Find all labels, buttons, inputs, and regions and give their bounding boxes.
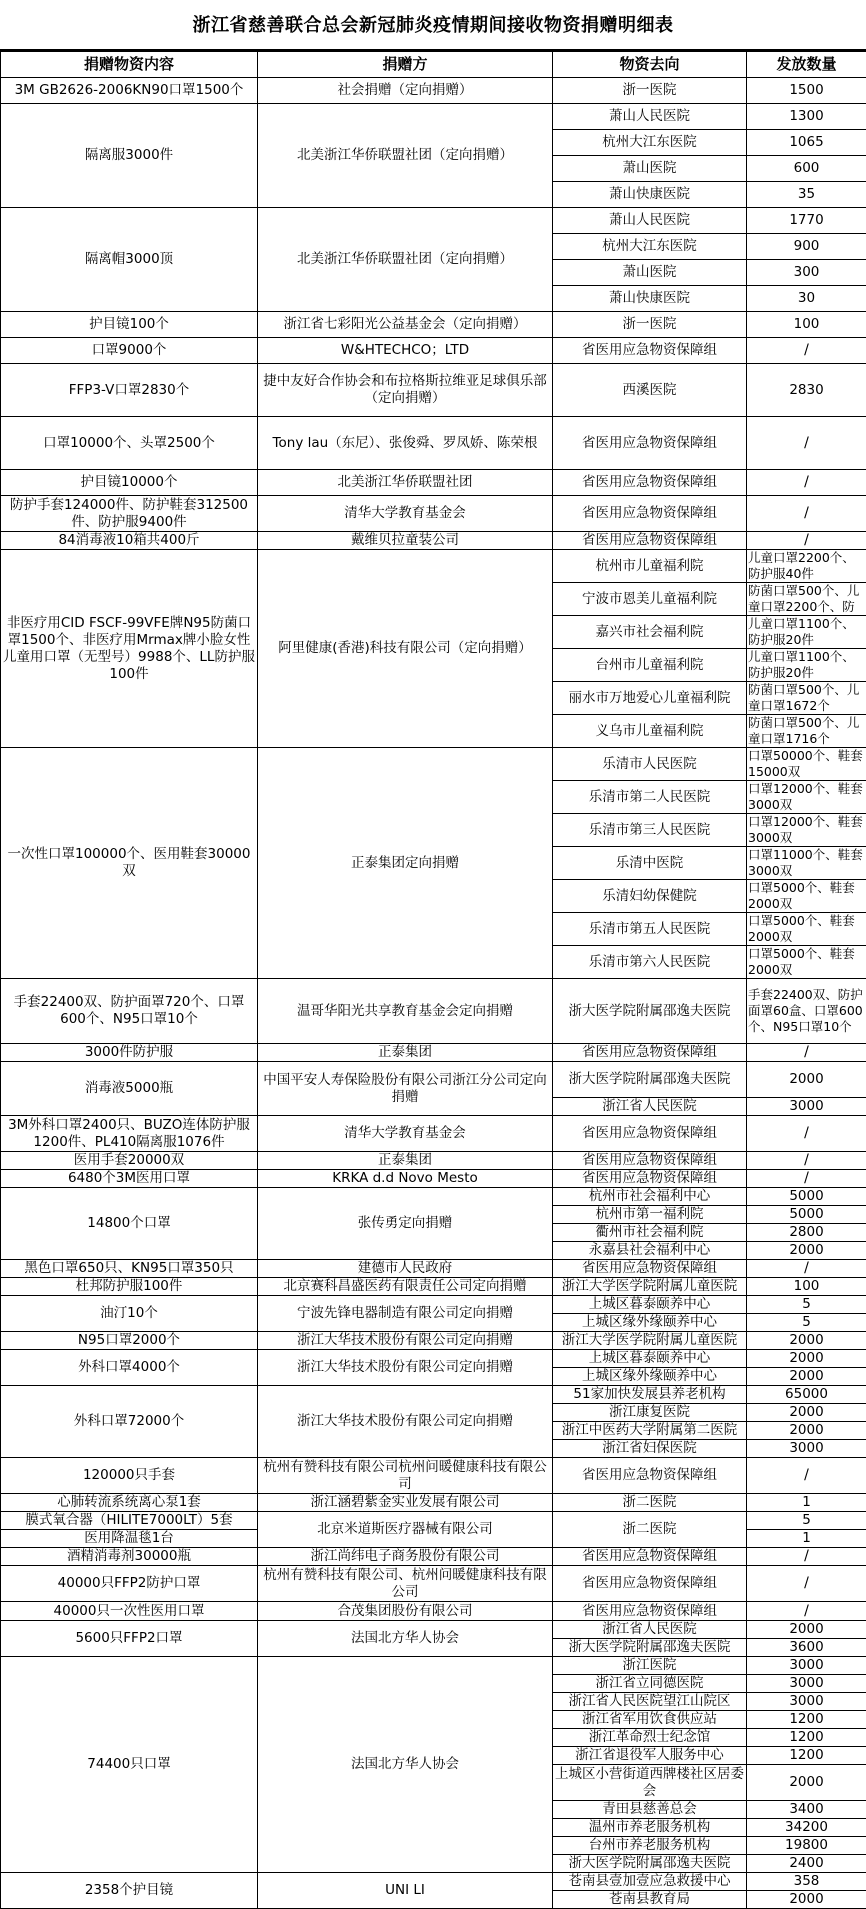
item-cell: 膜式氧合器（HILITE7000LT）5套 (1, 1512, 258, 1530)
donor-cell: 清华大学教育基金会 (258, 1116, 553, 1152)
destination-cell: 乐清妇幼保健院 (553, 880, 747, 913)
quantity-cell: / (747, 470, 866, 496)
table-row (1, 979, 866, 1044)
destination-cell: 乐清市第五人民医院 (553, 913, 747, 946)
table-row (1, 312, 866, 338)
destination-cell: 浙江省人民医院 (553, 1098, 747, 1116)
destination-cell: 衢州市社会福利院 (553, 1224, 747, 1242)
quantity-cell: 儿童口罩1100个、防护服20件 (747, 649, 866, 682)
item-cell: 护目镜100个 (1, 312, 258, 338)
item-cell: N95口罩2000个 (1, 1332, 258, 1350)
destination-cell: 萧山医院 (553, 156, 747, 182)
table-row (1, 1044, 866, 1062)
quantity-cell: 5 (747, 1512, 866, 1530)
item-cell: 6480个3M医用口罩 (1, 1170, 258, 1188)
quantity-cell: 1770 (747, 208, 866, 234)
header-destination: 物资去向 (553, 52, 747, 78)
table-row (1, 1062, 866, 1098)
item-cell: 外科口罩4000个 (1, 1350, 258, 1386)
donor-cell: 法国北方华人协会 (258, 1657, 553, 1873)
destination-cell: 乐清市第三人民医院 (553, 814, 747, 847)
destination-cell: 浙江省军用饮食供应站 (553, 1711, 747, 1729)
item-cell: 外科口罩72000个 (1, 1386, 258, 1458)
quantity-cell: 3000 (747, 1675, 866, 1693)
quantity-cell: 3600 (747, 1639, 866, 1657)
destination-cell: 省医用应急物资保障组 (553, 1170, 747, 1188)
item-cell: 油汀10个 (1, 1296, 258, 1332)
destination-cell: 浙一医院 (553, 312, 747, 338)
quantity-cell: / (747, 1170, 866, 1188)
quantity-cell: 1 (747, 1494, 866, 1512)
donor-cell: 法国北方华人协会 (258, 1621, 553, 1657)
destination-cell: 青田县慈善总会 (553, 1801, 747, 1819)
item-cell: 口罩10000个、头罩2500个 (1, 417, 258, 470)
destination-cell: 乐清中医院 (553, 847, 747, 880)
destination-cell: 浙二医院 (553, 1512, 747, 1548)
donor-cell: 正泰集团定向捐赠 (258, 748, 553, 979)
quantity-cell: 2000 (747, 1350, 866, 1368)
destination-cell: 浙江大学医学院附属儿童医院 (553, 1332, 747, 1350)
quantity-cell: 2800 (747, 1224, 866, 1242)
donor-cell: Tony lau（东尼）、张俊舜、罗凤娇、陈荣根 (258, 417, 553, 470)
item-cell: 3M外科口罩2400只、BUZO连体防护服1200件、PL410隔离服1076件 (1, 1116, 258, 1152)
table-row (1, 1152, 866, 1170)
quantity-cell: 2000 (747, 1621, 866, 1639)
item-cell: 74400只口罩 (1, 1657, 258, 1873)
destination-cell: 杭州大江东医院 (553, 234, 747, 260)
table-row (1, 417, 866, 470)
donor-cell: 合茂集团股份有限公司 (258, 1602, 553, 1621)
quantity-cell: 65000 (747, 1386, 866, 1404)
destination-cell: 上城区小营街道西牌楼社区居委会 (553, 1765, 747, 1801)
quantity-cell: 3000 (747, 1098, 866, 1116)
quantity-cell: / (747, 1602, 866, 1621)
table-row (1, 1494, 866, 1512)
destination-cell: 上城区缘外缘颐养中心 (553, 1314, 747, 1332)
quantity-cell: 1200 (747, 1711, 866, 1729)
donor-cell: 浙江省七彩阳光公益基金会（定向捐赠） (258, 312, 553, 338)
quantity-cell: 35 (747, 182, 866, 208)
table-row (1, 1116, 866, 1152)
quantity-cell: 30 (747, 286, 866, 312)
quantity-cell: 2000 (747, 1765, 866, 1801)
quantity-cell: 900 (747, 234, 866, 260)
destination-cell: 省医用应急物资保障组 (553, 470, 747, 496)
table-row (1, 1602, 866, 1621)
destination-cell: 省医用应急物资保障组 (553, 1566, 747, 1602)
table-row (1, 1657, 866, 1675)
donor-cell: 北京米道斯医疗器械有限公司 (258, 1512, 553, 1548)
table-row (1, 1548, 866, 1566)
header-row (1, 52, 866, 78)
destination-cell: 乐清市第二人民医院 (553, 781, 747, 814)
destination-cell: 浙江中医药大学附属第二医院 (553, 1422, 747, 1440)
quantity-cell: 100 (747, 312, 866, 338)
item-cell: 杜邦防护服100件 (1, 1278, 258, 1296)
destination-cell: 浙江省人民医院 (553, 1621, 747, 1639)
donor-cell: 杭州有赞科技有限公司、杭州问暖健康科技有限公司 (258, 1566, 553, 1602)
item-cell: 防护手套124000件、防护鞋套312500件、防护服9400件 (1, 496, 258, 532)
quantity-cell: 1200 (747, 1747, 866, 1765)
table-row (1, 1170, 866, 1188)
quantity-cell: 防菌口罩500个、儿童口罩2200个、防 (747, 583, 866, 616)
destination-cell: 台州市儿童福利院 (553, 649, 747, 682)
item-cell: 14800个口罩 (1, 1188, 258, 1260)
quantity-cell: / (747, 338, 866, 364)
header-quantity: 发放数量 (747, 52, 866, 78)
quantity-cell: 1300 (747, 104, 866, 130)
quantity-cell: 600 (747, 156, 866, 182)
table-row (1, 496, 866, 532)
donor-cell: 建德市人民政府 (258, 1260, 553, 1278)
destination-cell: 浙大医学院附属邵逸夫医院 (553, 979, 747, 1044)
destination-cell: 省医用应急物资保障组 (553, 1602, 747, 1621)
table-row (1, 1621, 866, 1639)
destination-cell: 杭州市第一福利院 (553, 1206, 747, 1224)
item-cell: 医用手套20000双 (1, 1152, 258, 1170)
quantity-cell: / (747, 1260, 866, 1278)
donor-cell: 清华大学教育基金会 (258, 496, 553, 532)
item-cell: 黑色口罩650只、KN95口罩350只 (1, 1260, 258, 1278)
quantity-cell: / (747, 1566, 866, 1602)
destination-cell: 浙江医院 (553, 1657, 747, 1675)
quantity-cell: 2830 (747, 364, 866, 417)
table-row (1, 1386, 866, 1404)
quantity-cell: 儿童口罩2200个、防护服40件 (747, 550, 866, 583)
item-cell: 3M GB2626-2006KN90口罩1500个 (1, 78, 258, 104)
destination-cell: 杭州市儿童福利院 (553, 550, 747, 583)
donor-cell: 正泰集团 (258, 1044, 553, 1062)
quantity-cell: 防菌口罩500个、儿童口罩1716个 (747, 715, 866, 748)
quantity-cell: 防菌口罩500个、儿童口罩1672个 (747, 682, 866, 715)
donor-cell: 北美浙江华侨联盟社团（定向捐赠） (258, 104, 553, 208)
destination-cell: 丽水市万地爱心儿童福利院 (553, 682, 747, 715)
destination-cell: 义乌市儿童福利院 (553, 715, 747, 748)
destination-cell: 萧山快康医院 (553, 182, 747, 208)
quantity-cell: 19800 (747, 1837, 866, 1855)
donor-cell: UNI LI (258, 1873, 553, 1909)
table-row (1, 532, 866, 550)
table-title: 浙江省慈善联合总会新冠肺炎疫情期间接收物资捐赠明细表 (0, 0, 866, 51)
quantity-cell: 口罩12000个、鞋套3000双 (747, 814, 866, 847)
quantity-cell: 2000 (747, 1422, 866, 1440)
table-row (1, 1458, 866, 1494)
donor-cell: 浙江大华技术股份有限公司定向捐赠 (258, 1386, 553, 1458)
destination-cell: 浙江省妇保医院 (553, 1440, 747, 1458)
quantity-cell: 2400 (747, 1855, 866, 1873)
table-row (1, 550, 866, 583)
donor-cell: 北京赛科昌盛医药有限责任公司定向捐赠 (258, 1278, 553, 1296)
table-row (1, 208, 866, 234)
destination-cell: 嘉兴市社会福利院 (553, 616, 747, 649)
quantity-cell: 358 (747, 1873, 866, 1891)
quantity-cell: 口罩11000个、鞋套3000双 (747, 847, 866, 880)
destination-cell: 省医用应急物资保障组 (553, 1260, 747, 1278)
table-row (1, 1873, 866, 1891)
donor-cell: 宁波先锋电器制造有限公司定向捐赠 (258, 1296, 553, 1332)
destination-cell: 永嘉县社会福利中心 (553, 1242, 747, 1260)
quantity-cell: 儿童口罩1100个、防护服20件 (747, 616, 866, 649)
table-row (1, 1332, 866, 1350)
quantity-cell: 34200 (747, 1819, 866, 1837)
destination-cell: 省医用应急物资保障组 (553, 1152, 747, 1170)
destination-cell: 苍南县壹加壹应急救援中心 (553, 1873, 747, 1891)
destination-cell: 乐清市第六人民医院 (553, 946, 747, 979)
quantity-cell: / (747, 1152, 866, 1170)
destination-cell: 浙大医学院附属邵逸夫医院 (553, 1855, 747, 1873)
destination-cell: 上城区缘外缘颐养中心 (553, 1368, 747, 1386)
table-row (1, 1512, 866, 1530)
donor-cell: KRKA d.d Novo Mesto (258, 1170, 553, 1188)
item-cell: 84消毒液10箱共400斤 (1, 532, 258, 550)
table-row (1, 364, 866, 417)
destination-cell: 省医用应急物资保障组 (553, 417, 747, 470)
donor-cell: 温哥华阳光共享教育基金会定向捐赠 (258, 979, 553, 1044)
item-cell: 手套22400双、防护面罩720个、口罩600个、N95口罩10个 (1, 979, 258, 1044)
destination-cell: 萧山快康医院 (553, 286, 747, 312)
quantity-cell: / (747, 1548, 866, 1566)
quantity-cell: 1200 (747, 1729, 866, 1747)
table-body (1, 78, 866, 1909)
item-cell: 40000只FFP2防护口罩 (1, 1566, 258, 1602)
quantity-cell: 口罩5000个、鞋套2000双 (747, 913, 866, 946)
donor-cell: 社会捐赠（定向捐赠） (258, 78, 553, 104)
destination-cell: 浙江省退役军人服务中心 (553, 1747, 747, 1765)
donation-table (0, 51, 866, 1909)
quantity-cell: 100 (747, 1278, 866, 1296)
destination-cell: 浙大医学院附属邵逸夫医院 (553, 1639, 747, 1657)
quantity-cell: 手套22400双、防护面罩60盒、口罩600个、N95口罩10个 (747, 979, 866, 1044)
quantity-cell: 2000 (747, 1404, 866, 1422)
item-cell: 隔离帽3000顶 (1, 208, 258, 312)
destination-cell: 省医用应急物资保障组 (553, 1458, 747, 1494)
destination-cell: 省医用应急物资保障组 (553, 338, 747, 364)
table-row (1, 1566, 866, 1602)
destination-cell: 省医用应急物资保障组 (553, 1116, 747, 1152)
table-row (1, 78, 866, 104)
quantity-cell: / (747, 1458, 866, 1494)
destination-cell: 上城区暮泰颐养中心 (553, 1296, 747, 1314)
item-cell: 3000件防护服 (1, 1044, 258, 1062)
quantity-cell: 5 (747, 1296, 866, 1314)
destination-cell: 浙江省人民医院望江山院区 (553, 1693, 747, 1711)
item-cell: 隔离服3000件 (1, 104, 258, 208)
item-cell: FFP3-V口罩2830个 (1, 364, 258, 417)
quantity-cell: 口罩12000个、鞋套3000双 (747, 781, 866, 814)
quantity-cell: 2000 (747, 1332, 866, 1350)
donor-cell: 捷中友好合作协会和布拉格斯拉维亚足球俱乐部（定向捐赠） (258, 364, 553, 417)
donor-cell: 张传勇定向捐赠 (258, 1188, 553, 1260)
quantity-cell: 5000 (747, 1188, 866, 1206)
donor-cell: 中国平安人寿保险股份有限公司浙江分公司定向捐赠 (258, 1062, 553, 1116)
destination-cell: 萧山人民医院 (553, 104, 747, 130)
quantity-cell: 2000 (747, 1368, 866, 1386)
table-row (1, 1188, 866, 1206)
quantity-cell: / (747, 1044, 866, 1062)
donor-cell: 浙江大华技术股份有限公司定向捐赠 (258, 1350, 553, 1386)
donor-cell: 阿里健康(香港)科技有限公司（定向捐赠） (258, 550, 553, 748)
destination-cell: 浙江革命烈士纪念馆 (553, 1729, 747, 1747)
item-cell: 心肺转流系统离心泵1套 (1, 1494, 258, 1512)
donor-cell: 正泰集团 (258, 1152, 553, 1170)
item-cell: 消毒液5000瓶 (1, 1062, 258, 1116)
destination-cell: 浙一医院 (553, 78, 747, 104)
destination-cell: 浙二医院 (553, 1494, 747, 1512)
destination-cell: 台州市养老服务机构 (553, 1837, 747, 1855)
quantity-cell: / (747, 496, 866, 532)
quantity-cell: 2000 (747, 1062, 866, 1098)
quantity-cell: 口罩5000个、鞋套2000双 (747, 946, 866, 979)
quantity-cell: 口罩50000个、鞋套15000双 (747, 748, 866, 781)
destination-cell: 杭州大江东医院 (553, 130, 747, 156)
item-cell: 非医疗用CID FSCF-99VFE牌N95防菌口罩1500个、非医疗用Mrmax牌小脸女性儿童用口罩（无型号）9988个、LL防护服100件 (1, 550, 258, 748)
destination-cell: 省医用应急物资保障组 (553, 532, 747, 550)
donor-cell: 浙江大华技术股份有限公司定向捐赠 (258, 1332, 553, 1350)
donor-cell: 浙江尚纬电子商务股份有限公司 (258, 1548, 553, 1566)
donor-cell: 北美浙江华侨联盟社团 (258, 470, 553, 496)
table-row (1, 748, 866, 781)
quantity-cell: 3000 (747, 1440, 866, 1458)
destination-cell: 浙大医学院附属邵逸夫医院 (553, 1062, 747, 1098)
item-cell: 2358个护目镜 (1, 1873, 258, 1909)
quantity-cell: / (747, 417, 866, 470)
quantity-cell: 1065 (747, 130, 866, 156)
destination-cell: 省医用应急物资保障组 (553, 1548, 747, 1566)
donor-cell: 浙江涵碧紫金实业发展有限公司 (258, 1494, 553, 1512)
table-row (1, 1350, 866, 1368)
destination-cell: 杭州市社会福利中心 (553, 1188, 747, 1206)
quantity-cell: 3000 (747, 1693, 866, 1711)
destination-cell: 浙江大学医学院附属儿童医院 (553, 1278, 747, 1296)
donor-cell: 北美浙江华侨联盟社团（定向捐赠） (258, 208, 553, 312)
table-row (1, 1260, 866, 1278)
item-cell: 护目镜10000个 (1, 470, 258, 496)
quantity-cell: 1500 (747, 78, 866, 104)
quantity-cell: 1 (747, 1530, 866, 1548)
destination-cell: 苍南县教育局 (553, 1891, 747, 1909)
item-cell: 口罩9000个 (1, 338, 258, 364)
quantity-cell: 2000 (747, 1891, 866, 1909)
table-row (1, 1296, 866, 1314)
quantity-cell: / (747, 532, 866, 550)
quantity-cell: 2000 (747, 1242, 866, 1260)
destination-cell: 萧山医院 (553, 260, 747, 286)
destination-cell: 西溪医院 (553, 364, 747, 417)
destination-cell: 省医用应急物资保障组 (553, 1044, 747, 1062)
destination-cell: 浙江康复医院 (553, 1404, 747, 1422)
destination-cell: 51家加快发展县养老机构 (553, 1386, 747, 1404)
quantity-cell: 5 (747, 1314, 866, 1332)
header-item: 捐赠物资内容 (1, 52, 258, 78)
item-cell: 一次性口罩100000个、医用鞋套30000双 (1, 748, 258, 979)
table-row (1, 470, 866, 496)
item-cell: 120000只手套 (1, 1458, 258, 1494)
destination-cell: 省医用应急物资保障组 (553, 496, 747, 532)
quantity-cell: 300 (747, 260, 866, 286)
table-row (1, 104, 866, 130)
destination-cell: 宁波市恩美儿童福利院 (553, 583, 747, 616)
item-cell: 酒精消毒剂30000瓶 (1, 1548, 258, 1566)
donor-cell: 杭州有赞科技有限公司杭州问暖健康科技有限公司 (258, 1458, 553, 1494)
table-row (1, 338, 866, 364)
donor-cell: W&HTECHCO；LTD (258, 338, 553, 364)
destination-cell: 上城区暮泰颐养中心 (553, 1350, 747, 1368)
destination-cell: 萧山人民医院 (553, 208, 747, 234)
header-donor: 捐赠方 (258, 52, 553, 78)
item-cell: 医用降温毯1台 (1, 1530, 258, 1548)
quantity-cell: 3400 (747, 1801, 866, 1819)
destination-cell: 乐清市人民医院 (553, 748, 747, 781)
quantity-cell: 5000 (747, 1206, 866, 1224)
quantity-cell: 口罩5000个、鞋套2000双 (747, 880, 866, 913)
destination-cell: 浙江省立同德医院 (553, 1675, 747, 1693)
donor-cell: 戴维贝拉童装公司 (258, 532, 553, 550)
quantity-cell: / (747, 1116, 866, 1152)
destination-cell: 温州市养老服务机构 (553, 1819, 747, 1837)
item-cell: 40000只一次性医用口罩 (1, 1602, 258, 1621)
table-row (1, 1278, 866, 1296)
quantity-cell: 3000 (747, 1657, 866, 1675)
item-cell: 5600只FFP2口罩 (1, 1621, 258, 1657)
